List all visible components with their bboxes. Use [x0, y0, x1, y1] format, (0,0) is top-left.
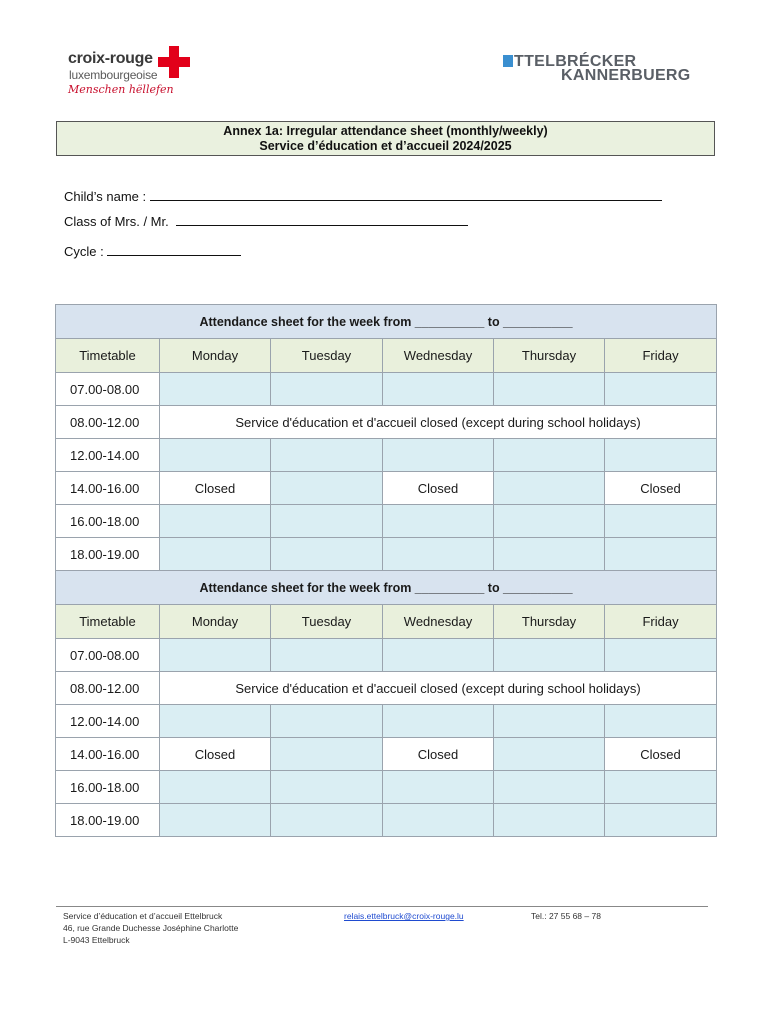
- attendance-cell[interactable]: [160, 639, 271, 672]
- time-slot-label: 18.00-19.00: [56, 538, 160, 571]
- attendance-cell[interactable]: [494, 505, 605, 538]
- time-slot-label: 16.00-18.00: [56, 505, 160, 538]
- attendance-cell[interactable]: [494, 738, 605, 771]
- footer-phone: Tel.: 27 55 68 – 78: [531, 911, 601, 921]
- footer-email-block: [344, 910, 464, 922]
- time-slot-label: 14.00-16.00: [56, 738, 160, 771]
- attendance-cell[interactable]: [160, 771, 271, 804]
- time-slot-label: 08.00-12.00: [56, 406, 160, 439]
- attendance-cell[interactable]: [383, 505, 494, 538]
- footer-street: 46, rue Grande Duchesse Joséphine Charlotte: [63, 923, 239, 933]
- footer-email-link[interactable]: relais.ettelbruck@croix-rouge.lu: [344, 911, 464, 921]
- closed-cell: Closed: [605, 738, 717, 771]
- attendance-cell[interactable]: [494, 373, 605, 406]
- attendance-cell[interactable]: [271, 373, 383, 406]
- attendance-cell[interactable]: [271, 538, 383, 571]
- croix-rouge-logo: [68, 46, 198, 102]
- attendance-cell[interactable]: [494, 439, 605, 472]
- attendance-cell[interactable]: [605, 705, 717, 738]
- time-slot-row: [56, 406, 717, 439]
- logo-line-1: TTELBRÉCKER: [503, 53, 636, 71]
- day-header: Monday: [160, 339, 271, 373]
- time-slot-row: [56, 738, 717, 771]
- attendance-cell[interactable]: [271, 505, 383, 538]
- logo-subtitle: luxembourgeoise: [69, 68, 158, 82]
- class-label: Class of Mrs. / Mr.: [64, 214, 169, 229]
- time-slot-row: [56, 672, 717, 705]
- attendance-cell[interactable]: [494, 639, 605, 672]
- attendance-cell[interactable]: [605, 804, 717, 837]
- week-heading-row: [56, 571, 717, 605]
- attendance-cell[interactable]: [605, 373, 717, 406]
- attendance-cell[interactable]: [605, 771, 717, 804]
- attendance-cell[interactable]: [383, 804, 494, 837]
- attendance-cell[interactable]: [383, 373, 494, 406]
- attendance-cell[interactable]: [160, 439, 271, 472]
- attendance-cell[interactable]: [494, 705, 605, 738]
- logo-tagline: Menschen hëllefen: [68, 83, 174, 96]
- time-slot-label: 16.00-18.00: [56, 771, 160, 804]
- attendance-cell[interactable]: [494, 472, 605, 505]
- attendance-cell[interactable]: [160, 538, 271, 571]
- attendance-cell[interactable]: [271, 472, 383, 505]
- attendance-cell[interactable]: [160, 505, 271, 538]
- attendance-cell[interactable]: [271, 771, 383, 804]
- day-header: Monday: [160, 605, 271, 639]
- logo-line-2: KANNERBUERG: [561, 67, 691, 84]
- e-mark-icon: [503, 55, 513, 67]
- time-slot-row: [56, 705, 717, 738]
- footer-address: [63, 910, 238, 946]
- time-slot-label: 07.00-08.00: [56, 373, 160, 406]
- attendance-cell[interactable]: [271, 804, 383, 837]
- days-header-row: [56, 339, 717, 373]
- attendance-cell[interactable]: [383, 439, 494, 472]
- attendance-cell[interactable]: [160, 373, 271, 406]
- attendance-cell[interactable]: [383, 639, 494, 672]
- time-slot-label: 12.00-14.00: [56, 705, 160, 738]
- closed-cell: Closed: [605, 472, 717, 505]
- day-header: Thursday: [494, 339, 605, 373]
- attendance-cell[interactable]: [605, 639, 717, 672]
- attendance-cell[interactable]: [605, 439, 717, 472]
- red-cross-icon: [158, 46, 190, 78]
- time-slot-row: [56, 505, 717, 538]
- logo-name: croix-rouge: [68, 50, 153, 67]
- footer-phone-block: [531, 910, 601, 922]
- closed-cell: Closed: [160, 738, 271, 771]
- attendance-cell[interactable]: [271, 439, 383, 472]
- attendance-cell[interactable]: [383, 771, 494, 804]
- footer-org: Service d’éducation et d’accueil Ettelbruck: [63, 911, 223, 921]
- timetable-header: Timetable: [56, 339, 160, 373]
- closed-notice: Service d'éducation et d'accueil closed (except during school holidays): [160, 406, 717, 439]
- child-name-blank[interactable]: [150, 189, 662, 201]
- time-slot-label: 08.00-12.00: [56, 672, 160, 705]
- time-slot-row: [56, 472, 717, 505]
- time-slot-row: [56, 639, 717, 672]
- day-header: Wednesday: [383, 605, 494, 639]
- time-slot-label: 12.00-14.00: [56, 439, 160, 472]
- time-slot-label: 14.00-16.00: [56, 472, 160, 505]
- day-header: Wednesday: [383, 339, 494, 373]
- attendance-cell[interactable]: [383, 538, 494, 571]
- closed-cell: Closed: [160, 472, 271, 505]
- document-title: Annex 1a: Irregular attendance sheet (monthly/weekly): [223, 124, 548, 138]
- timetable-header: Timetable: [56, 605, 160, 639]
- cycle-label: Cycle :: [64, 244, 104, 259]
- closed-notice: Service d'éducation et d'accueil closed (except during school holidays): [160, 672, 717, 705]
- cycle-field: [64, 244, 241, 259]
- footer-city: L-9043 Ettelbruck: [63, 935, 130, 945]
- attendance-cell[interactable]: [494, 804, 605, 837]
- week-heading: Attendance sheet for the week from __________ to __________: [56, 571, 717, 605]
- child-name-field: [64, 189, 662, 204]
- attendance-cell[interactable]: [271, 639, 383, 672]
- footer-rule: [56, 906, 708, 907]
- attendance-cell[interactable]: [160, 804, 271, 837]
- time-slot-row: [56, 439, 717, 472]
- document-subtitle: Service d’éducation et d’accueil 2024/2025: [259, 139, 512, 153]
- time-slot-row: [56, 538, 717, 571]
- attendance-cell[interactable]: [383, 705, 494, 738]
- attendance-cell[interactable]: [271, 705, 383, 738]
- day-header: Friday: [605, 339, 717, 373]
- time-slot-label: 18.00-19.00: [56, 804, 160, 837]
- cycle-blank[interactable]: [107, 244, 241, 256]
- day-header: Thursday: [494, 605, 605, 639]
- attendance-cell[interactable]: [494, 538, 605, 571]
- class-blank[interactable]: [176, 214, 468, 226]
- class-field: [64, 214, 468, 229]
- child-name-label: Child’s name :: [64, 189, 147, 204]
- time-slot-row: [56, 804, 717, 837]
- week-heading-row: [56, 305, 717, 339]
- week-heading: Attendance sheet for the week from __________ to __________: [56, 305, 717, 339]
- days-header-row: [56, 605, 717, 639]
- ettelbrecker-kannerbuerg-logo: [503, 53, 713, 87]
- attendance-cell[interactable]: [605, 505, 717, 538]
- closed-cell: Closed: [383, 472, 494, 505]
- day-header: Friday: [605, 605, 717, 639]
- attendance-cell[interactable]: [494, 771, 605, 804]
- day-header: Tuesday: [271, 339, 383, 373]
- time-slot-row: [56, 771, 717, 804]
- closed-cell: Closed: [383, 738, 494, 771]
- attendance-cell[interactable]: [160, 705, 271, 738]
- attendance-table: [55, 304, 717, 837]
- day-header: Tuesday: [271, 605, 383, 639]
- attendance-cell[interactable]: [271, 738, 383, 771]
- attendance-cell[interactable]: [605, 538, 717, 571]
- time-slot-row: [56, 373, 717, 406]
- time-slot-label: 07.00-08.00: [56, 639, 160, 672]
- document-title-box: [56, 121, 715, 156]
